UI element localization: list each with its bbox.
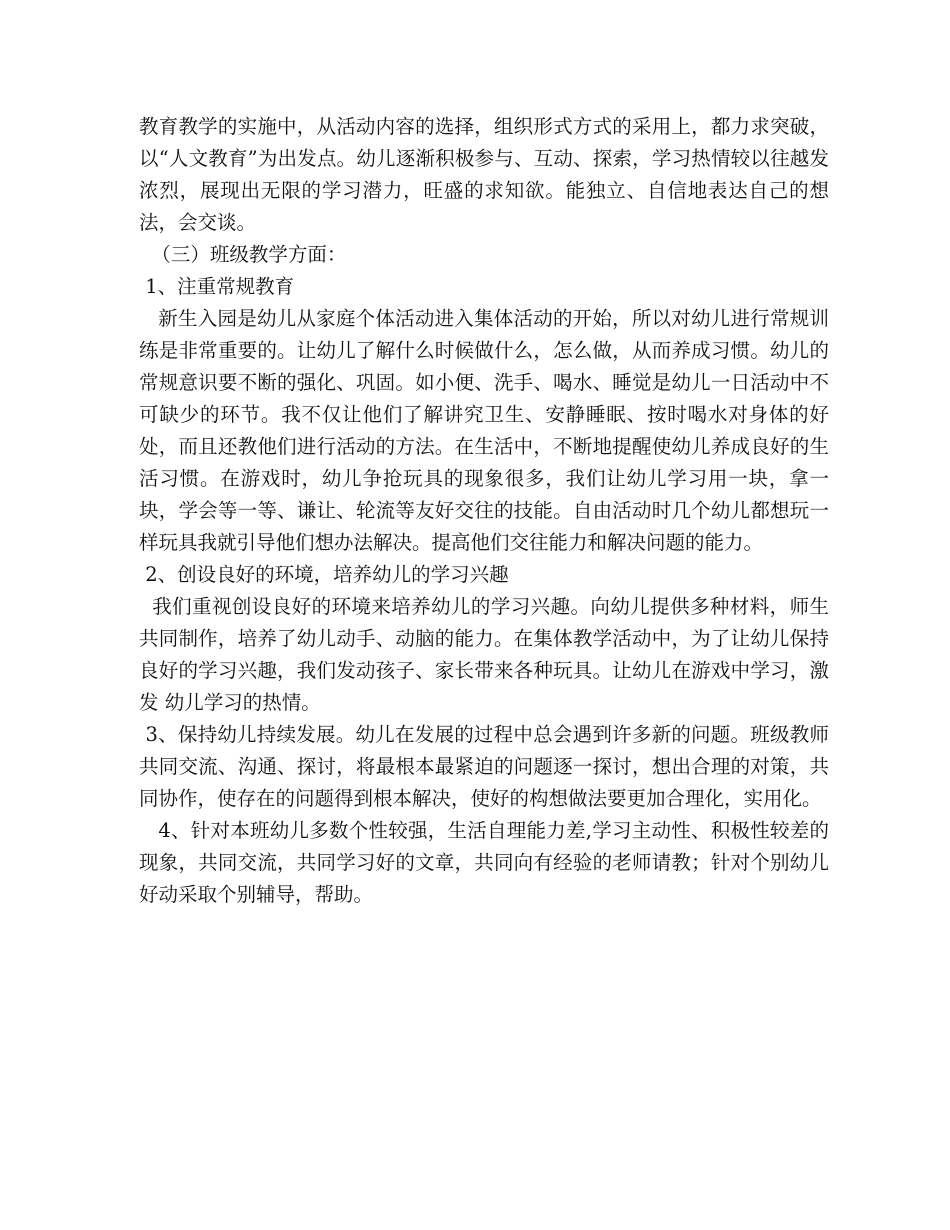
paragraph-environment: 我们重视创设良好的环境来培养幼儿的学习兴趣。向幼儿提供多种材料，师生共同制作，培养了幼儿动手、动脑的能力。在集体教学活动中，为了让幼儿保持良好的学习兴趣，我们发动孩子、家长带来各种玩具。让幼儿在游戏中学习，激发 幼儿学习的热情。 bbox=[139, 595, 829, 714]
paragraph-intro: 教育教学的实施中，从活动内容的选择，组织形式方式的采用上，都力求突破，以“人文教育”为出发点。幼儿逐渐积极参与、互动、探索，学习热情较以往越发浓烈，展现出无限的学习潜力，旺盛的求知欲。能独立、自信地表达自己的想法，会交谈。 bbox=[139, 115, 829, 234]
paragraph-continuous-development: 3、保持幼儿持续发展。幼儿在发展的过程中总会遇到许多新的问题。班级教师共同交流、沟通、探讨，将最根本最紧迫的问题逐一探讨，想出合理的对策，共同协作，使存在的问题得到根本解决，使好的构想做法要更加合理化，实用化。 bbox=[139, 723, 829, 810]
document-page bbox=[139, 111, 829, 911]
paragraph-individual-guidance: 4、针对本班幼儿多数个性较强，生活自理能力差,学习主动性、积极性较差的现象，共同交流，共同学习好的文章，共同向有经验的老师请教；针对个别幼儿好动采取个别辅导，帮助。 bbox=[139, 819, 829, 906]
section-heading-class-teaching: （三）班级教学方面： bbox=[139, 243, 347, 266]
paragraph-routine-education: 新生入园是幼儿从家庭个体活动进入集体活动的开始，所以对幼儿进行常规训练是非常重要的。让幼儿了解什么时候做什么，怎么做，从而养成习惯。幼儿的常规意识要不断的强化、巩固。如小便、洗手、喝水、睡觉是幼儿一日活动中不可缺少的环节。我不仅让他们了解讲究卫生、安静睡眠、按时喝水对身体的好处，而且还教他们进行活动的方法。在生活中，不断地提醒使幼儿养成良好的生活习惯。在游戏时，幼儿争抢玩具的现象很多，我们让幼儿学习用一块，拿一块，学会等一等、谦让、轮流等友好交往的技能。自由活动时几个幼儿都想玩一样玩具我就引导他们想办法解决。提高他们交往能力和解决问题的能力。 bbox=[139, 307, 829, 554]
item-heading-routine-education: 1、注重常规教育 bbox=[139, 275, 295, 298]
item-heading-environment: 2、创设良好的环境，培养幼儿的学习兴趣 bbox=[139, 563, 509, 586]
